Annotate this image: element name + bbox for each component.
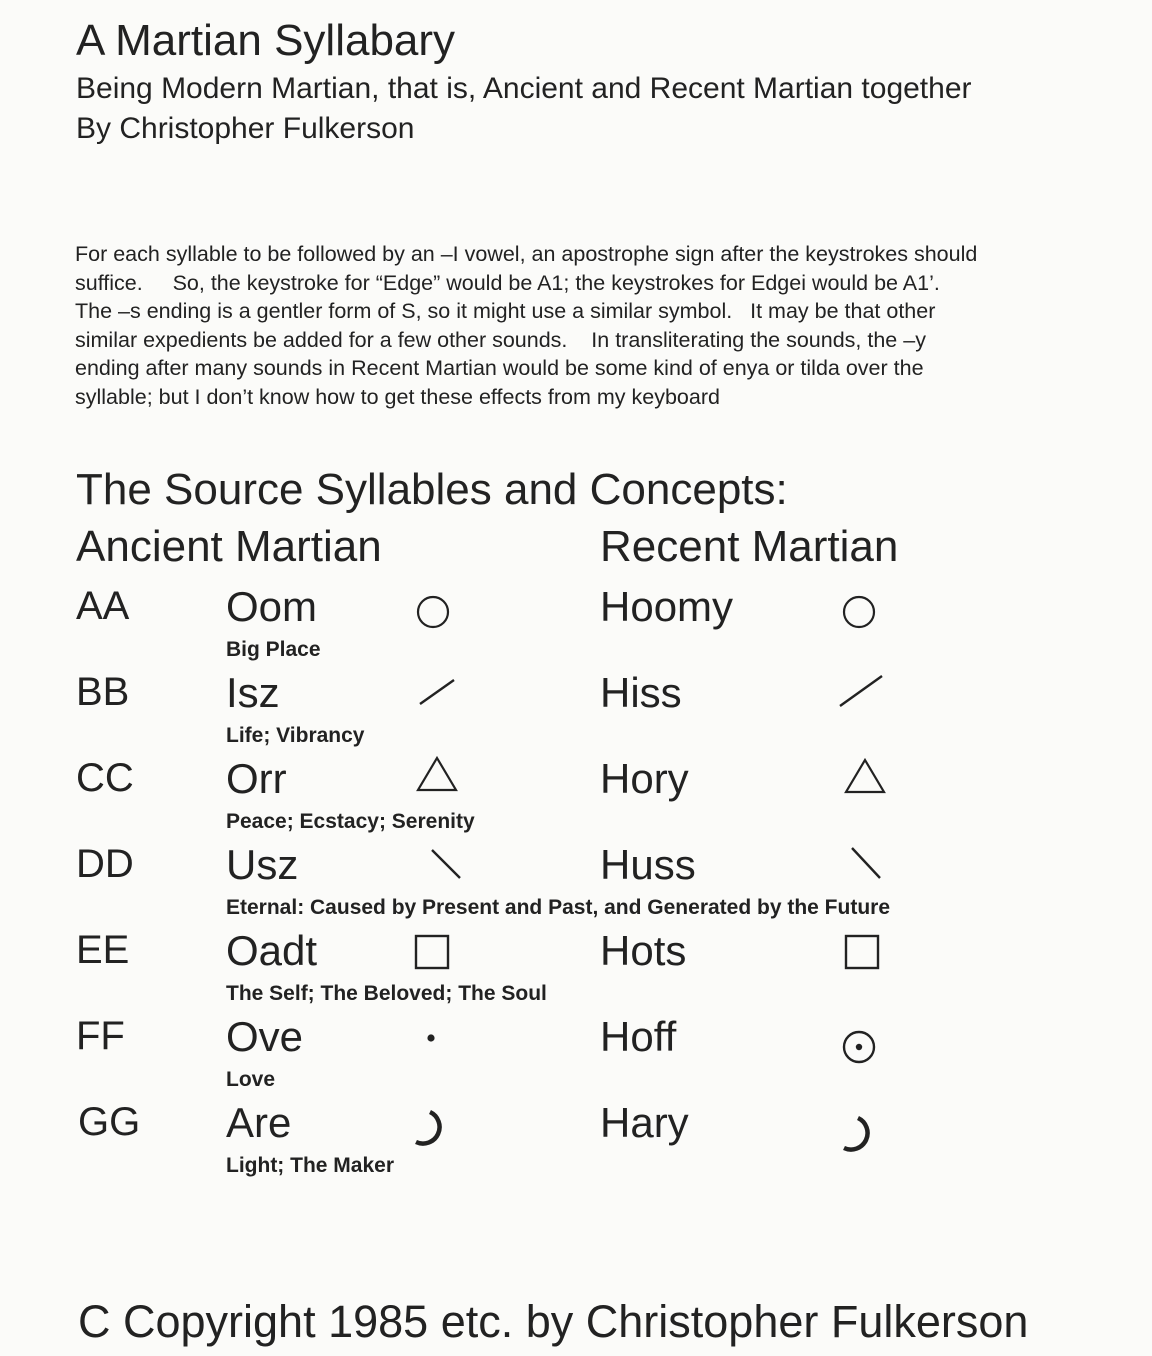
syllable-meaning: Peace; Ecstacy; Serenity xyxy=(226,810,475,833)
syllable-code: DD xyxy=(76,842,134,886)
ancient-syllable: Usz xyxy=(226,841,299,888)
ancient-syllable: Oom xyxy=(226,583,318,630)
forward-slash-icon xyxy=(836,671,886,711)
hook-icon xyxy=(408,1106,452,1150)
syllable-code: GG xyxy=(78,1100,141,1144)
ancient-syllable: Are xyxy=(226,1099,292,1146)
syllable-meaning: Love xyxy=(226,1068,276,1091)
syllable-meaning: Eternal: Caused by Present and Past, and Generated by the Future xyxy=(226,896,891,919)
page-title: A Martian Syllabary xyxy=(76,16,456,65)
ancient-column-heading: Ancient Martian xyxy=(76,522,382,571)
syllable-code: CC xyxy=(76,756,134,800)
back-slash-icon xyxy=(428,846,464,882)
dot-icon xyxy=(424,1030,438,1046)
ancient-syllable: Oadt xyxy=(226,927,318,974)
syllable-code: FF xyxy=(76,1014,125,1058)
intro-line: The –s ending is a gentler form of S, so it might use a similar symbol. It may be that other xyxy=(75,299,936,324)
circle-icon xyxy=(413,594,453,630)
syllable-code: AA xyxy=(76,584,130,628)
ancient-syllable: Isz xyxy=(226,669,280,716)
ancient-syllable: Orr xyxy=(226,755,287,802)
intro-line: For each syllable to be followed by an –I vowel, an apostrophe sign after the keystrokes should xyxy=(75,242,978,266)
recent-syllable: Hoff xyxy=(600,1013,677,1060)
ancient-syllable: Ove xyxy=(226,1013,304,1060)
square-icon xyxy=(842,932,882,972)
syllable-meaning: The Self; The Beloved; The Soul xyxy=(226,982,547,1005)
forward-slash-icon xyxy=(416,675,458,709)
author-line: By Christopher Fulkerson xyxy=(76,112,415,145)
dotted-circle-icon xyxy=(838,1026,880,1068)
triangle-icon xyxy=(842,756,888,796)
recent-column-heading: Recent Martian xyxy=(600,522,899,571)
triangle-icon xyxy=(414,754,460,794)
intro-line: similar expedients be added for a few other sounds. In transliterating the sounds, the –y xyxy=(75,327,926,352)
copyright-notice: C Copyright 1985 etc. by Christopher Fulkerson xyxy=(78,1296,1029,1347)
syllable-meaning: Light; The Maker xyxy=(226,1154,395,1177)
recent-syllable: Hary xyxy=(600,1099,689,1146)
subtitle: Being Modern Martian, that is, Ancient and Recent Martian together xyxy=(76,72,972,105)
recent-syllable: Hots xyxy=(600,927,687,974)
intro-line: syllable; but I don’t know how to get these effects from my keyboard xyxy=(75,384,720,409)
square-icon xyxy=(412,932,452,972)
back-slash-icon xyxy=(848,844,884,882)
recent-syllable: Hiss xyxy=(600,669,682,716)
syllable-meaning: Life; Vibrancy xyxy=(226,724,365,747)
intro-line: suffice. So, the keystroke for “Edge” would be A1; the keystrokes for Edgei would be A1’. xyxy=(75,270,940,295)
circle-icon xyxy=(839,594,879,630)
section-heading: The Source Syllables and Concepts: xyxy=(76,465,788,514)
intro-paragraph xyxy=(75,240,1135,412)
recent-syllable: Hoomy xyxy=(600,583,734,630)
intro-line: ending after many sounds in Recent Martian would be some kind of enya or tilda over the xyxy=(75,356,924,381)
syllable-code: EE xyxy=(76,928,130,972)
recent-syllable: Huss xyxy=(600,841,696,888)
syllable-code: BB xyxy=(76,670,130,714)
syllable-meaning: Big Place xyxy=(226,638,321,661)
hook-icon xyxy=(836,1112,880,1156)
recent-syllable: Hory xyxy=(600,755,689,802)
